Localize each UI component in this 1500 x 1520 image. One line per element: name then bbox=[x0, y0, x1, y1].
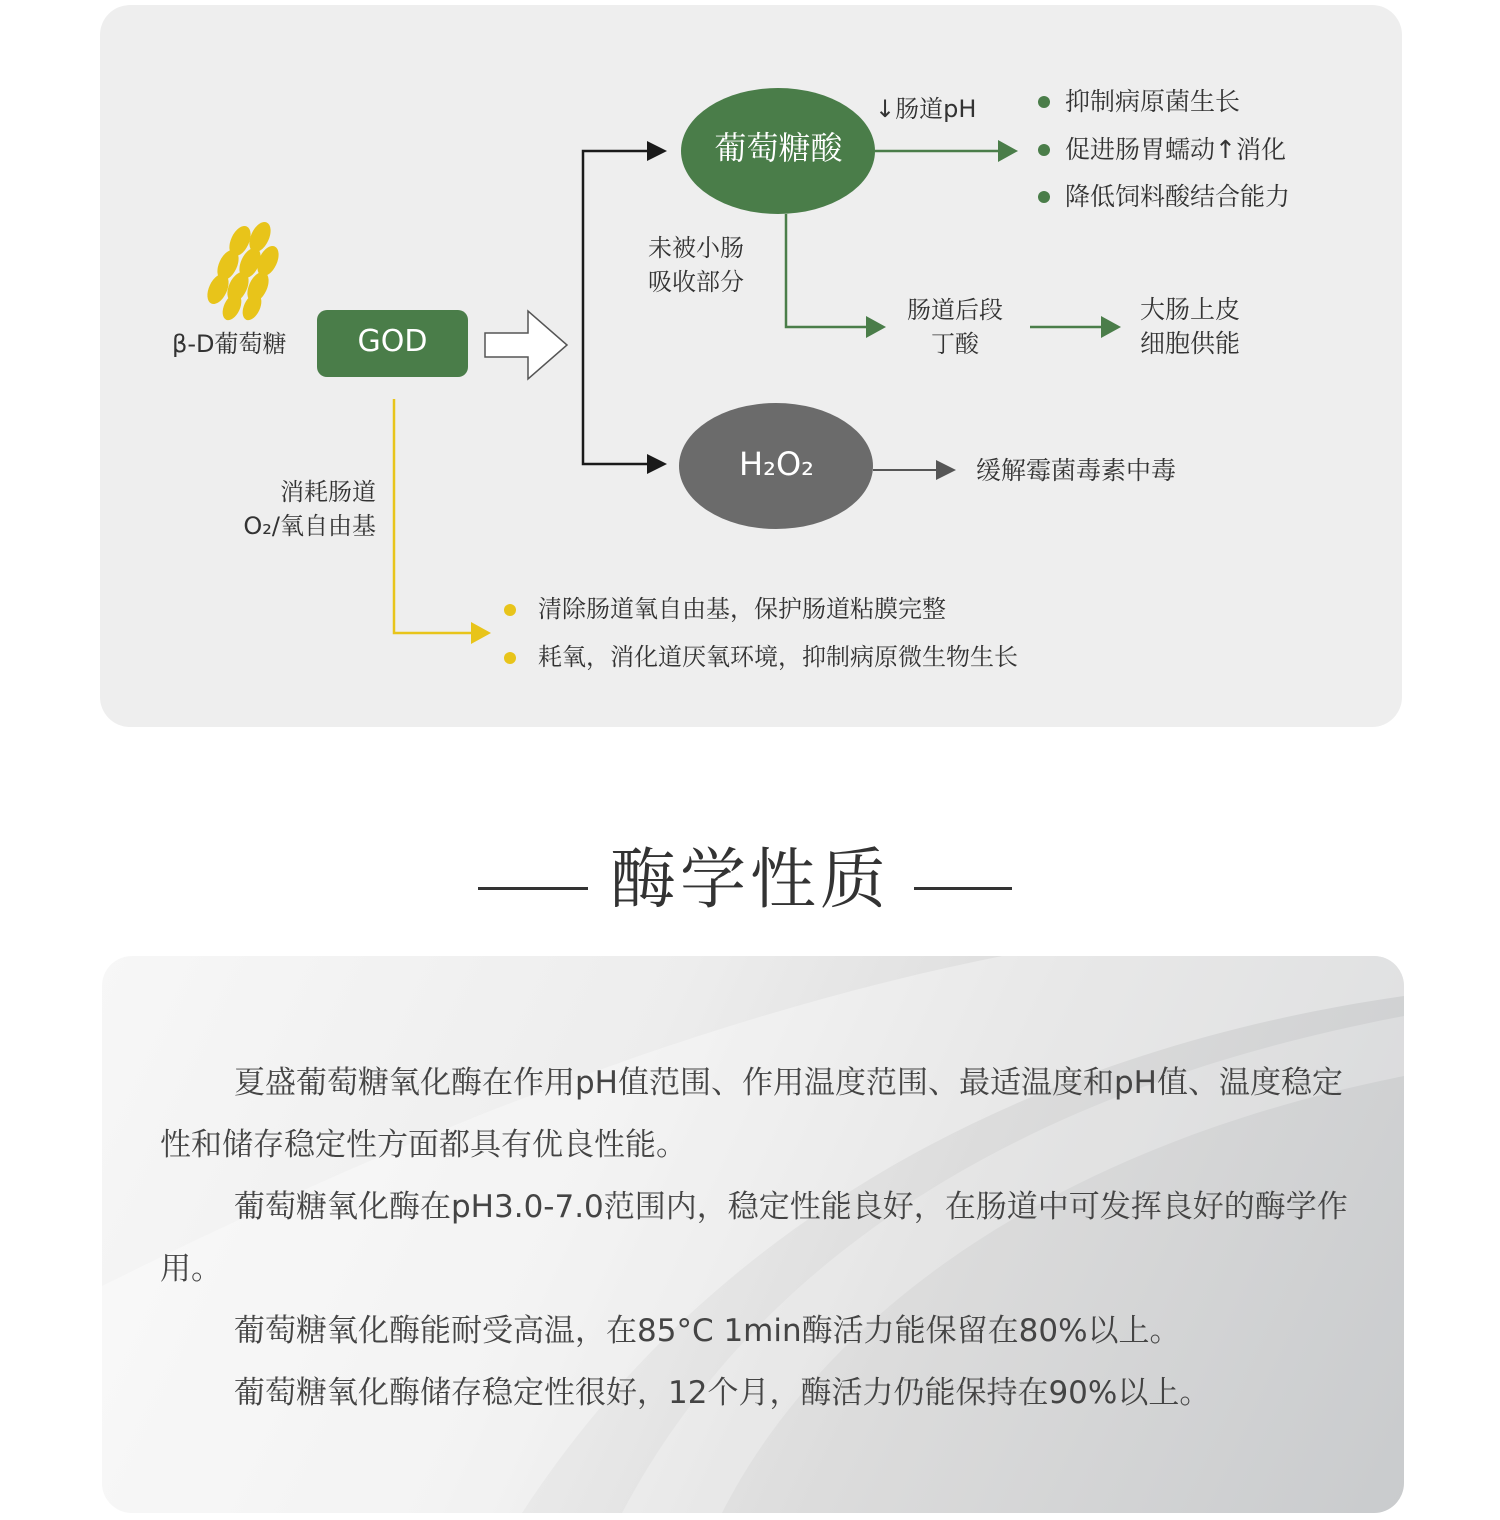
properties-card bbox=[102, 956, 1404, 1513]
property-paragraph: 葡萄糖氧化酶在pH3.0-7.0范围内，稳定性能良好，在肠道中可发挥良好的酶学作用。 bbox=[160, 1189, 1348, 1287]
substrate-label: β-D葡萄糖 bbox=[172, 330, 287, 358]
gluconic-acid-label: 葡萄糖酸 bbox=[714, 129, 843, 167]
oxygen-connector bbox=[394, 399, 473, 633]
gluconic-effect-1: 抑制病原菌生长 bbox=[1065, 87, 1241, 116]
diagram-card bbox=[100, 5, 1402, 727]
arrow-head-to-h2o2 bbox=[647, 454, 667, 474]
unabsorbed-label: 未被小肠 吸收部分 bbox=[648, 234, 744, 296]
arrow-head-oxygen bbox=[471, 622, 491, 644]
section-heading bbox=[0, 835, 1500, 935]
glucose-granules-icon bbox=[203, 219, 283, 323]
gluconic-effect-3: 降低饲料酸结合能力 bbox=[1065, 182, 1291, 211]
arrow-head-to-gluconic bbox=[647, 141, 667, 161]
hollow-right-arrow-icon bbox=[485, 311, 567, 379]
bullet-dot bbox=[504, 604, 516, 616]
oxygen-effect-1: 清除肠道氧自由基，保护肠道粘膜完整 bbox=[538, 595, 946, 623]
oxygen-label: 消耗肠道 O₂/氧自由基 bbox=[243, 478, 376, 540]
bullet-dot bbox=[1038, 96, 1050, 108]
oxygen-effect-2: 耗氧，消化道厌氧环境，抑制病原微生物生长 bbox=[538, 643, 1018, 671]
bullet-dot bbox=[504, 652, 516, 664]
bullet-dot bbox=[1038, 191, 1050, 203]
unabsorbed-connector bbox=[786, 214, 868, 327]
arrow-head-to-mycotoxin bbox=[936, 460, 956, 480]
bullet-dot bbox=[1038, 144, 1050, 156]
property-paragraph: 葡萄糖氧化酶能耐受高温，在85°C 1min酶活力能保留在80%以上。 bbox=[234, 1313, 1181, 1349]
butyrate-label: 肠道后段 丁酸 bbox=[907, 296, 1003, 358]
gluconic-effect-2: 促进肠胃蠕动↑消化 bbox=[1065, 135, 1286, 164]
properties-text bbox=[160, 1052, 1360, 1424]
page-title: 酶学性质 bbox=[610, 841, 890, 918]
heading-right-rule bbox=[914, 887, 1012, 890]
property-paragraph: 夏盛葡萄糖氧化酶在作用pH值范围、作用温度范围、最适温度和pH值、温度稳定性和储存稳定性方面都具有优良性能。 bbox=[160, 1065, 1343, 1163]
colon-energy-label: 大肠上皮 细胞供能 bbox=[1139, 295, 1240, 358]
property-paragraph: 葡萄糖氧化酶储存稳定性很好，12个月，酶活力仍能保持在90%以上。 bbox=[234, 1375, 1211, 1411]
god-label: GOD bbox=[357, 324, 428, 359]
arrow-head-to-colon bbox=[1101, 316, 1121, 338]
h2o2-effect: 缓解霉菌毒素中毒 bbox=[976, 456, 1177, 485]
ph-label: ↓肠道pH bbox=[875, 95, 977, 123]
arrow-head-to-butyrate bbox=[866, 316, 886, 338]
branch-connector bbox=[583, 151, 663, 464]
h2o2-label: H₂O₂ bbox=[739, 445, 814, 483]
arrow-head-ph bbox=[998, 140, 1018, 162]
